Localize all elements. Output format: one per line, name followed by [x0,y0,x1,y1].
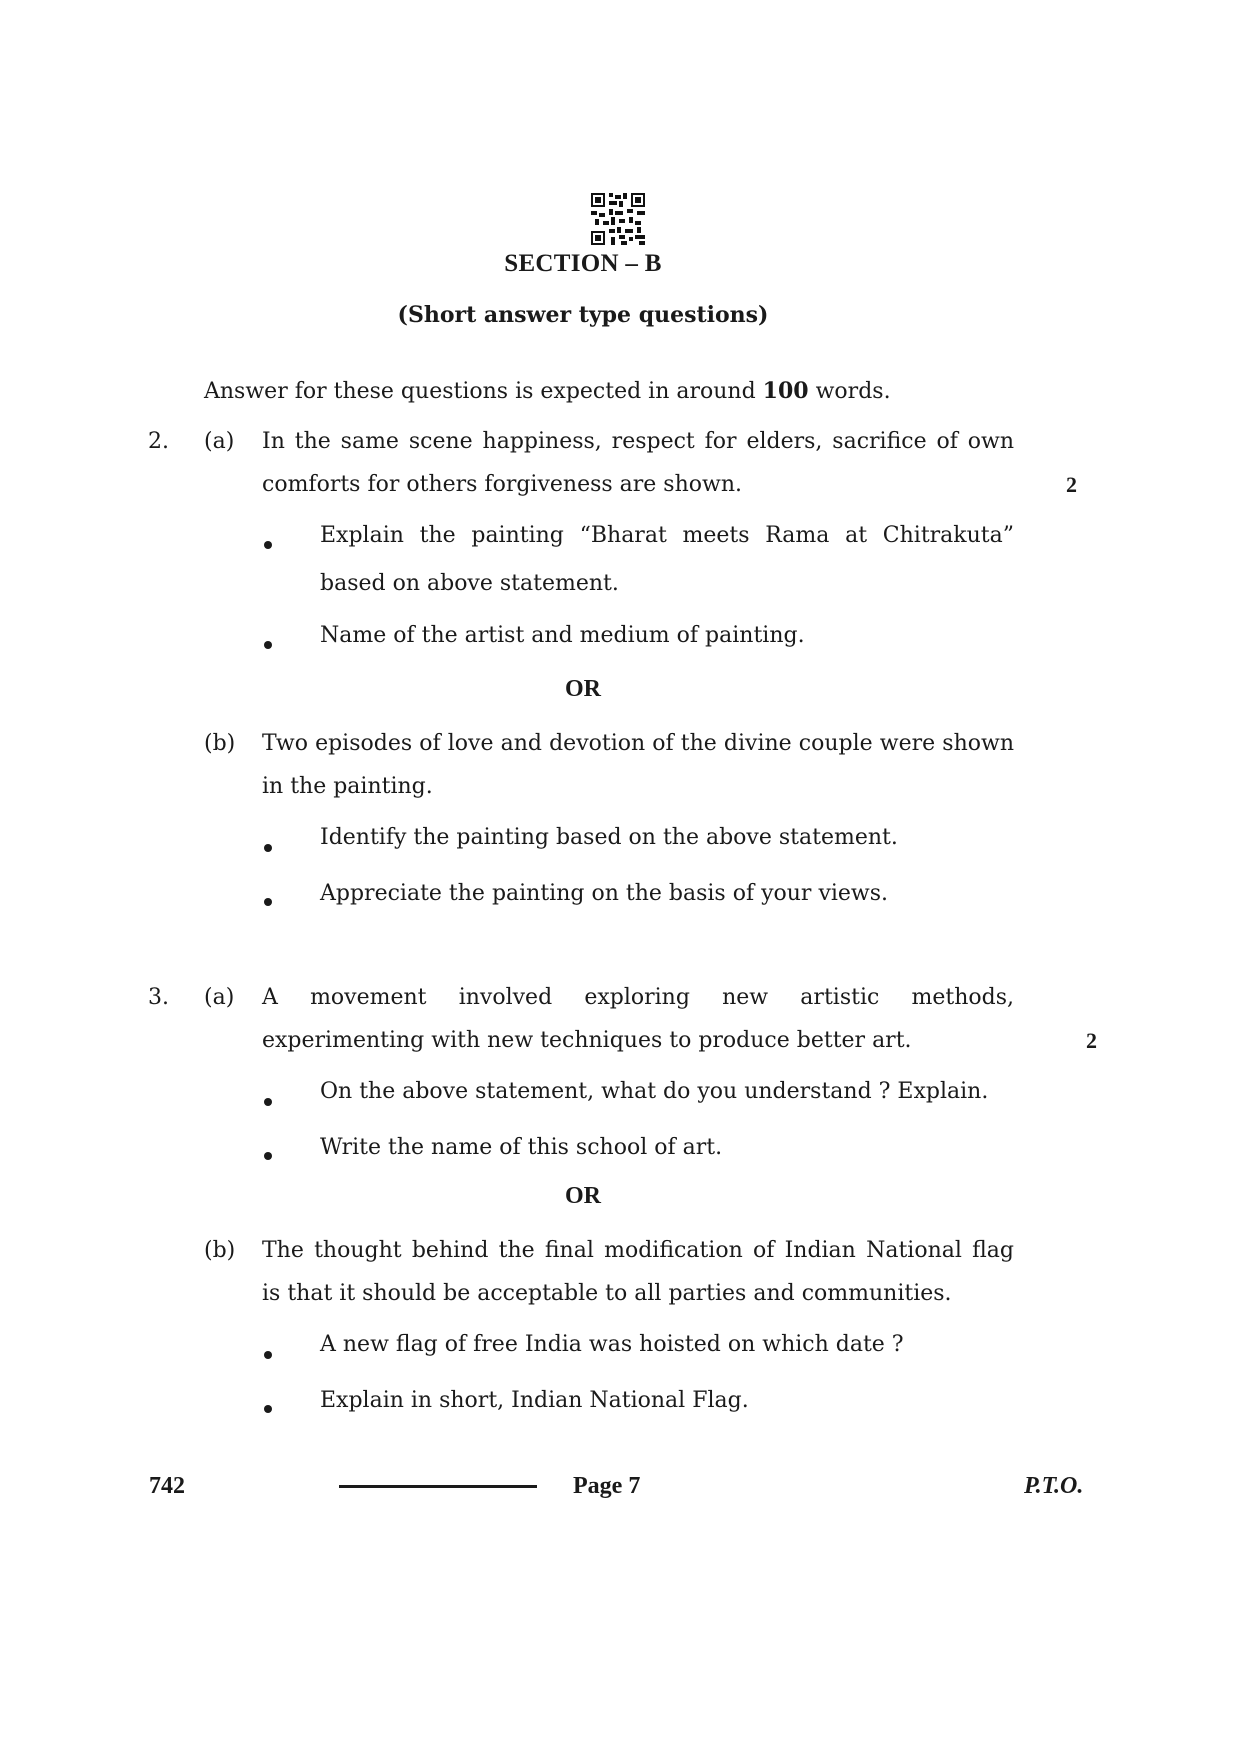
bullet-icon [264,1098,272,1106]
question-2a-label: (a) [204,429,235,454]
question-2b-line-2: in the painting. [262,774,433,799]
question-2-number: 2. [148,429,169,454]
bullet-icon [264,898,272,906]
question-3b-line-1: The thought behind the final modification of Indian National flag [262,1238,1014,1263]
question-3a-bullet-1: On the above statement, what do you understand ? Explain. [320,1079,989,1104]
question-3a-label: (a) [204,985,235,1010]
section-instruction [204,376,891,407]
instruction-text-before: Answer for these questions is expected in around [204,379,763,404]
instruction-word-count: 100 [762,378,809,404]
bullet-icon [264,541,272,549]
qr-code-icon [591,193,645,245]
section-title: SECTION – B [504,250,662,277]
paper-code: 742 [149,1473,185,1499]
question-2-or: OR [565,676,601,702]
question-2b-bullet-2: Appreciate the painting on the basis of your views. [320,881,889,906]
question-3-marks: 2 [1086,1028,1097,1053]
page-number: Page 7 [573,1473,641,1499]
question-3a-line-1: A movement involved exploring new artistic methods, [262,985,1014,1010]
question-3b-line-2: is that it should be acceptable to all parties and communities. [262,1281,952,1306]
question-3-number: 3. [148,985,169,1010]
instruction-text-after: words. [808,379,891,404]
question-3b-bullet-1: A new flag of free India was hoisted on which date ? [320,1332,904,1357]
bullet-icon [264,641,272,649]
question-2a-bullet-2: Name of the artist and medium of painting. [320,623,805,648]
question-2b-line-1: Two episodes of love and devotion of the divine couple were shown [262,731,1014,756]
question-2a-line-2: comforts for others forgiveness are shown. [262,472,743,497]
question-3a-line-2: experimenting with new techniques to produce better art. [262,1028,912,1053]
bullet-icon [264,1152,272,1160]
footer-divider [339,1485,537,1488]
question-3b-bullet-2: Explain in short, Indian National Flag. [320,1388,749,1413]
question-2b-label: (b) [204,731,236,756]
question-2-marks: 2 [1066,472,1077,497]
question-2b-bullet-1: Identify the painting based on the above statement. [320,825,898,850]
question-2a-line-1: In the same scene happiness, respect for elders, sacrifice of own [262,429,1014,454]
section-subtitle: (Short answer type questions) [397,302,769,328]
bullet-icon [264,1351,272,1359]
please-turn-over: P.T.O. [1024,1473,1084,1499]
bullet-icon [264,844,272,852]
question-3-or: OR [565,1183,601,1209]
question-2a-bullet-1-line-2: based on above statement. [320,571,619,596]
question-2a-bullet-1-line-1: Explain the painting “Bharat meets Rama at Chitrakuta” [320,523,1014,548]
question-3a-bullet-2: Write the name of this school of art. [320,1135,723,1160]
question-3b-label: (b) [204,1238,236,1263]
bullet-icon [264,1405,272,1413]
